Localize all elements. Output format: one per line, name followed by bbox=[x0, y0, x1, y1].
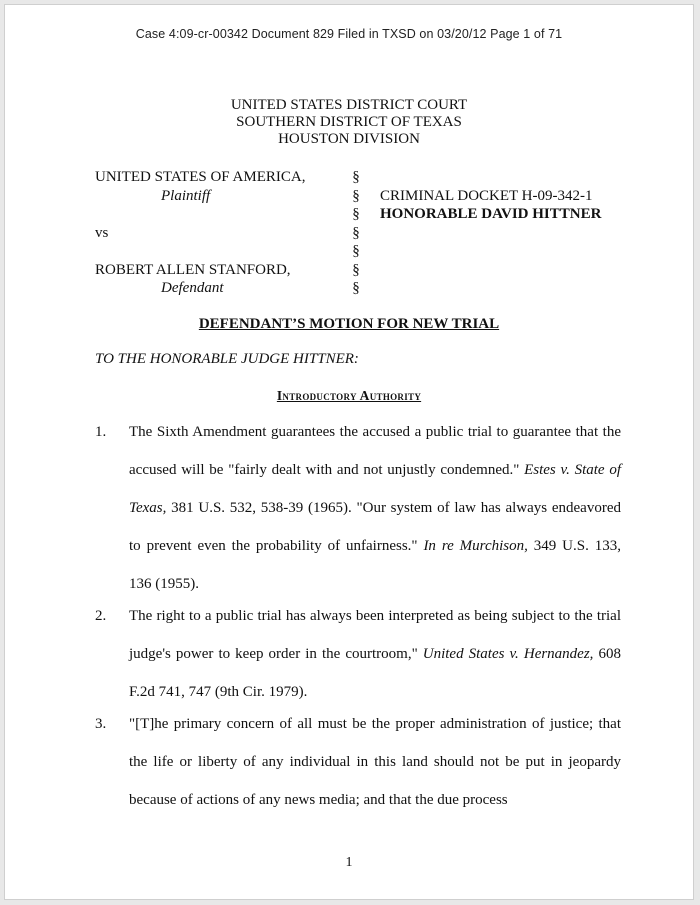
section-mark-column bbox=[350, 168, 362, 298]
section-mark: § bbox=[352, 206, 360, 222]
paragraph-text-run: 349 U.S. 133, 136 (1955). bbox=[129, 538, 622, 592]
paragraph-text bbox=[129, 705, 621, 819]
defendant-name: ROBERT ALLEN STANFORD, bbox=[95, 261, 291, 278]
section-mark: § bbox=[352, 280, 360, 296]
section-title: Introductory Authority bbox=[276, 388, 422, 403]
paragraph-number: 3. bbox=[95, 716, 107, 732]
section-mark: § bbox=[352, 261, 360, 278]
court-name: UNITED STATES DISTRICT COURT bbox=[230, 97, 468, 113]
plaintiff-name: UNITED STATES OF AMERICA, bbox=[95, 169, 306, 185]
salutation: TO THE HONORABLE JUDGE HITTNER: bbox=[95, 351, 359, 367]
court-heading bbox=[5, 97, 693, 148]
paragraph-text-run: "[T]he primary concern of all must be the proper administration of justice; that the life or liberty of any individual in this land should not be put in jeopardy because of actions of any news media; and that the due process bbox=[129, 716, 621, 808]
paragraph-2 bbox=[95, 597, 621, 711]
paragraph-text bbox=[129, 413, 621, 603]
paragraph-number: 1. bbox=[95, 424, 107, 440]
paragraph-text bbox=[129, 597, 621, 711]
section-mark: § bbox=[352, 224, 360, 241]
motion-title: DEFENDANT’S MOTION FOR NEW TRIAL bbox=[198, 316, 500, 332]
judge-name: HONORABLE DAVID HITTNER bbox=[380, 206, 602, 222]
section-mark: § bbox=[352, 243, 360, 259]
court-district: SOUTHERN DISTRICT OF TEXAS bbox=[236, 114, 462, 130]
page-number: 1 bbox=[345, 855, 353, 870]
caption-docket bbox=[380, 187, 660, 224]
caption-spacer bbox=[95, 205, 345, 224]
caption-spacer bbox=[95, 242, 345, 261]
docket-number: CRIMINAL DOCKET H-09-342-1 bbox=[380, 187, 593, 204]
paragraph-1 bbox=[95, 413, 621, 603]
paragraph-text-run: 381 U.S. 532, 538-39 (1965). "Our system of law has always endeavored to prevent even the probability of unfairness." bbox=[129, 500, 621, 554]
versus-label: vs bbox=[95, 224, 109, 241]
case-citation: Estes v. State of Texas, bbox=[129, 462, 621, 516]
document-page bbox=[4, 4, 694, 900]
filing-header-stamp: Case 4:09-cr-00342 Document 829 Filed in TXSD on 03/20/12 Page 1 of 71 bbox=[135, 27, 563, 41]
case-citation: United States v. Hernandez, bbox=[422, 646, 594, 662]
section-mark: § bbox=[352, 187, 360, 204]
plaintiff-role: Plaintiff bbox=[161, 187, 211, 204]
court-division: HOUSTON DIVISION bbox=[278, 131, 420, 147]
case-citation: In re Murchison, bbox=[423, 538, 528, 554]
paragraph-text-run: The Sixth Amendment guarantees the accused a public trial to guarantee that the accused will be "fairly dealt with and not unjustly condemned." bbox=[129, 424, 621, 478]
section-mark: § bbox=[352, 169, 360, 185]
caption-parties bbox=[95, 168, 345, 298]
paragraph-text-run: 608 F.2d 741, 747 (9th Cir. 1979). bbox=[129, 646, 621, 700]
paragraph-number: 2. bbox=[95, 608, 107, 624]
paragraph-3 bbox=[95, 705, 621, 819]
defendant-role: Defendant bbox=[161, 280, 224, 296]
paragraph-text-run: The right to a public trial has always been interpreted as being subject to the trial judge's power to keep order in the courtroom," bbox=[129, 608, 621, 662]
